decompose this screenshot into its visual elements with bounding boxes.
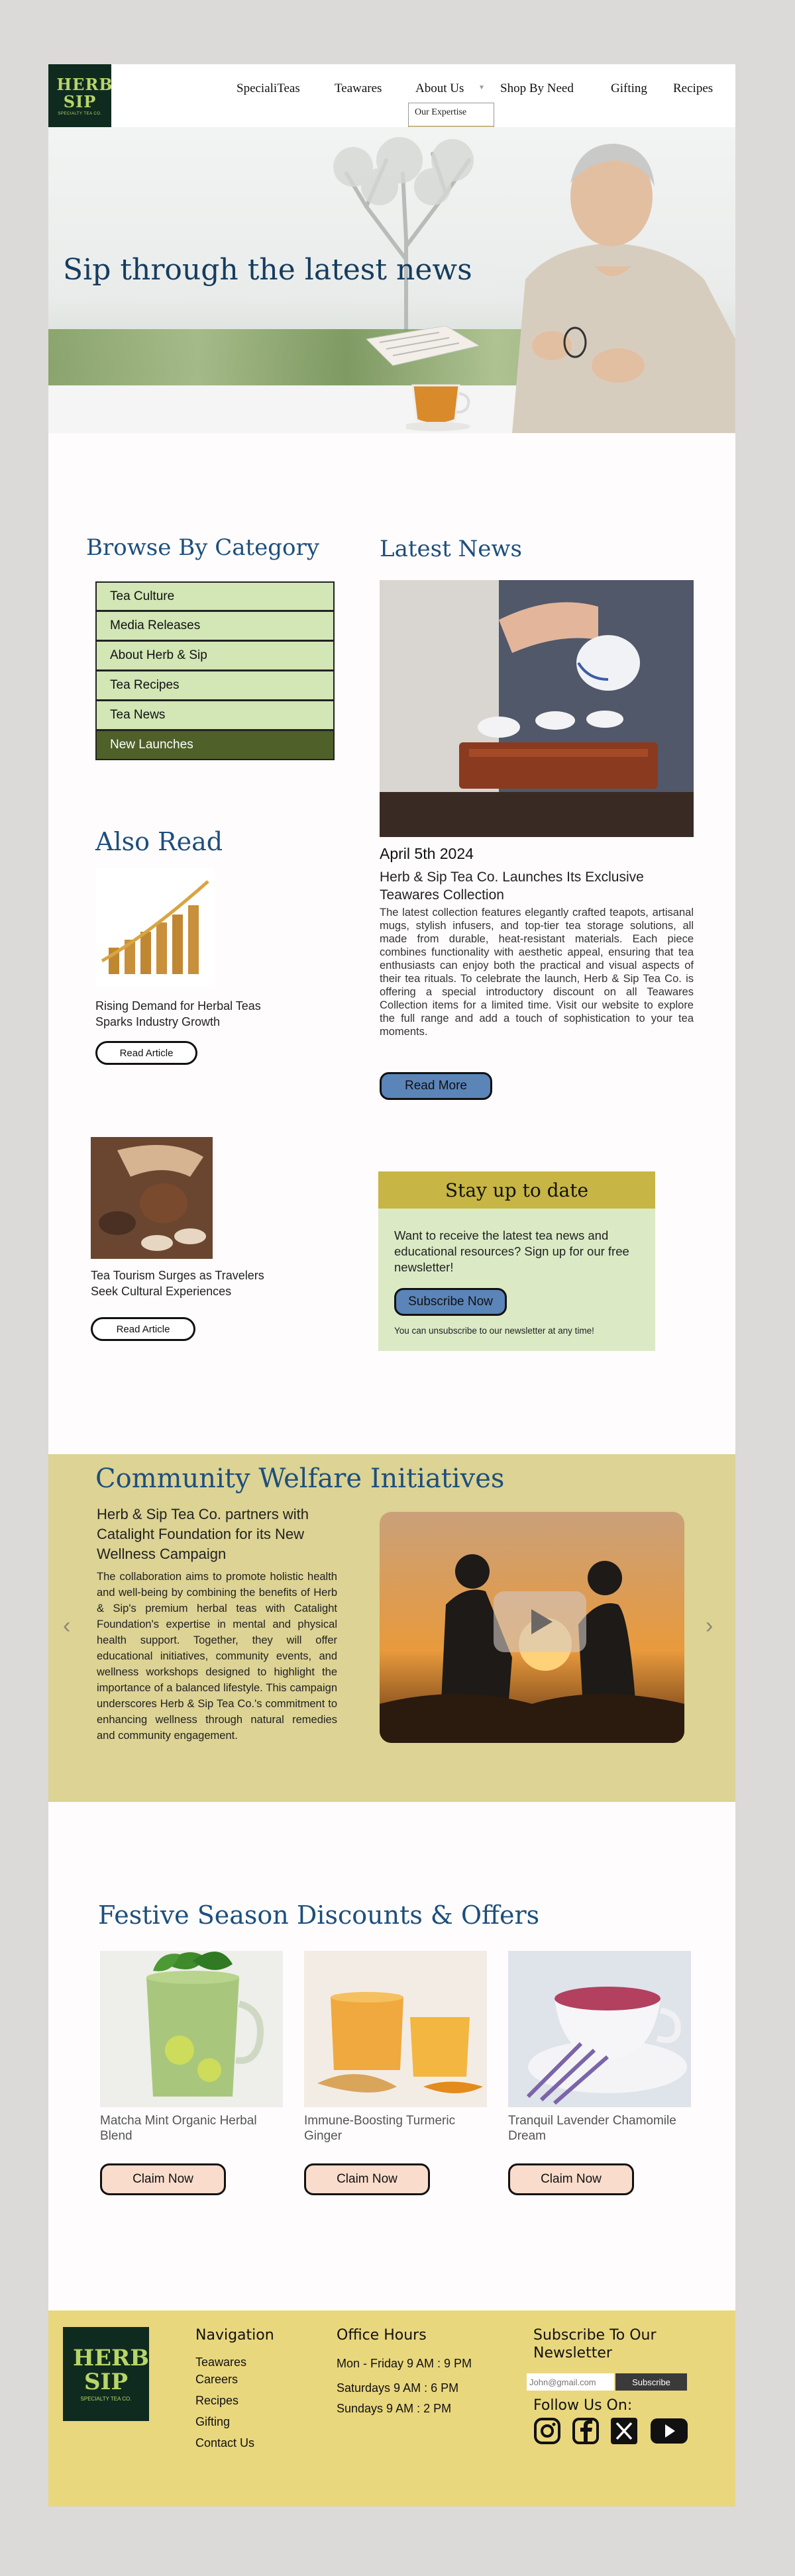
newsletter-description: Want to receive the latest tea news and educational resources? Sign up for our free newsletter! xyxy=(394,1228,629,1274)
nav-recipes[interactable]: Recipes xyxy=(673,81,714,95)
community-video[interactable] xyxy=(380,1512,684,1743)
page xyxy=(48,64,735,2506)
category-about-herb-sip[interactable]: About Herb & Sip xyxy=(95,641,335,671)
footer-link-teawares[interactable]: Teawares xyxy=(195,2355,247,2369)
nav-about-us[interactable]: About Us xyxy=(415,81,464,95)
community-body: The collaboration aims to promote holistic health and well-being by combining the benefits of Herb & Sip's premium herbal teas with Catalight Foundation's expertise in mental and physical health support. Together, they will offer educational initiatives, community events, and wellness workshops designed to highlight the importance of a balanced lifestyle. This campaign underscores Herb & Sip Tea Co.'s commitment to enhancing wellness through natural remedies and community engagement. xyxy=(97,1571,337,1742)
subscribe-now-button[interactable]: Subscribe Now xyxy=(394,1288,507,1316)
footer-link-recipes[interactable]: Recipes xyxy=(195,2394,239,2407)
nav-specialiteas[interactable]: SpecialiTeas xyxy=(237,81,300,95)
read-article-2-button[interactable]: Read Article xyxy=(91,1317,195,1341)
product-1-name: Matcha Mint Organic Herbal Blend xyxy=(100,2114,257,2143)
logo-text: HERB SIP xyxy=(56,74,113,111)
unsubscribe-note: You can unsubscribe to our newsletter at any time! xyxy=(394,1326,594,1336)
newspaper-icon xyxy=(366,326,479,379)
category-list xyxy=(95,581,335,760)
also-read-title: Also Read xyxy=(95,827,223,856)
latest-news-title: Latest News xyxy=(380,536,522,562)
footer-link-careers[interactable]: Careers xyxy=(195,2373,238,2386)
play-icon[interactable] xyxy=(494,1591,586,1652)
category-tea-recipes[interactable]: Tea Recipes xyxy=(95,671,335,701)
tea-pouring-photo xyxy=(91,1137,213,1259)
community-title: Community Welfare Initiatives xyxy=(95,1463,505,1494)
hours-weekdays: Mon - Friday 9 AM : 9 PM xyxy=(337,2357,472,2370)
festive-title: Festive Season Discounts & Offers xyxy=(98,1901,540,1930)
youtube-icon[interactable] xyxy=(650,2417,688,2445)
claim-now-button-1[interactable]: Claim Now xyxy=(100,2163,226,2195)
hours-sundays: Sundays 9 AM : 2 PM xyxy=(337,2402,452,2415)
news-headline: Herb & Sip Tea Co. Launches Its Exclusive Teawares Collection xyxy=(380,869,644,903)
community-section xyxy=(48,1454,735,1802)
hours-saturdays: Saturdays 9 AM : 6 PM xyxy=(337,2381,459,2395)
news-date: April 5th 2024 xyxy=(380,845,474,862)
news-body: The latest collection features elegantly crafted teapots, artisanal mugs, stylish infusers, and top-tier tea storage solutions, all made from durable, heat-resistant materials. Each piece combines functionality with aesthetic appeal, ensuring that tea enthusiasts can enjoy both the practical and visual aspects of their tea rituals. To celebrate the launch, Herb & Sip Tea Co. is offering a special introductory discount on all Teawares Collection items for a limited time. Visit our website to explore the full range and add a touch of sophistication to your tea moments. xyxy=(380,907,694,1038)
lavender-chamomile-photo xyxy=(508,1951,691,2107)
article-1-title: Rising Demand for Herbal Teas Sparks Industry Growth xyxy=(95,999,261,1028)
logo-tagline: SPECIALTY TEA CO. xyxy=(58,111,102,116)
turmeric-ginger-photo xyxy=(304,1951,487,2107)
brand-logo[interactable] xyxy=(48,64,111,127)
read-article-1-button[interactable]: Read Article xyxy=(95,1041,197,1065)
footer-subscribe-button[interactable]: Subscribe xyxy=(615,2373,687,2391)
footer-link-contact-us[interactable]: Contact Us xyxy=(195,2436,255,2450)
office-hours-title: Office Hours xyxy=(337,2327,427,2344)
chevron-right-icon[interactable]: › xyxy=(706,1613,714,1638)
nav-shop-by-need[interactable]: Shop By Need xyxy=(500,81,574,95)
footer-navigation-title: Navigation xyxy=(195,2327,274,2344)
claim-now-button-2[interactable]: Claim Now xyxy=(304,2163,430,2195)
category-media-releases[interactable]: Media Releases xyxy=(95,611,335,641)
site-footer xyxy=(48,2310,735,2506)
follow-us-title: Follow Us On: xyxy=(533,2397,633,2414)
site-header xyxy=(48,64,735,127)
x-twitter-icon[interactable] xyxy=(610,2417,638,2445)
hero-title: Sip through the latest news xyxy=(63,253,472,287)
article-2-title: Tea Tourism Surges as Travelers Seek Cultural Experiences xyxy=(91,1269,264,1298)
newsletter-title: Subscribe To Our Newsletter xyxy=(533,2327,657,2361)
hero-banner xyxy=(48,127,735,433)
growth-chart-photo xyxy=(95,868,215,987)
stay-up-to-date-title: Stay up to date xyxy=(378,1171,655,1209)
footer-logo-text: HERB SIP xyxy=(73,2345,150,2395)
claim-now-button-3[interactable]: Claim Now xyxy=(508,2163,634,2195)
read-more-button[interactable]: Read More xyxy=(380,1072,492,1100)
nav-gifting[interactable]: Gifting xyxy=(611,81,647,95)
product-3-name: Tranquil Lavender Chamomile Dream xyxy=(508,2114,676,2143)
matcha-mint-photo xyxy=(100,1951,283,2107)
footer-logo[interactable] xyxy=(63,2327,149,2421)
community-subtitle: Herb & Sip Tea Co. partners with Catalight Foundation for its New Wellness Campaign xyxy=(97,1506,309,1562)
dropdown-item-our-expertise[interactable]: Our Expertise xyxy=(415,107,467,117)
facebook-icon[interactable] xyxy=(572,2417,600,2445)
chevron-left-icon[interactable]: ‹ xyxy=(63,1613,71,1638)
product-2-name: Immune-Boosting Turmeric Ginger xyxy=(304,2114,456,2143)
email-input[interactable] xyxy=(527,2373,614,2391)
nav-teawares[interactable]: Teawares xyxy=(335,81,382,95)
tea-cup-icon xyxy=(406,379,479,432)
category-tea-news[interactable]: Tea News xyxy=(95,701,335,730)
instagram-icon[interactable] xyxy=(533,2417,561,2445)
man-reading-newspaper-photo xyxy=(452,127,735,433)
chevron-down-icon: ▼ xyxy=(478,84,485,91)
footer-link-gifting[interactable]: Gifting xyxy=(195,2415,231,2428)
category-tea-culture[interactable]: Tea Culture xyxy=(95,581,335,611)
newsletter-signup-card xyxy=(378,1171,655,1351)
teaware-photo xyxy=(380,580,694,837)
browse-title: Browse By Category xyxy=(86,534,319,561)
category-new-launches[interactable]: New Launches xyxy=(95,730,335,760)
footer-logo-tagline: SPECIALTY TEA CO. xyxy=(80,2396,132,2402)
